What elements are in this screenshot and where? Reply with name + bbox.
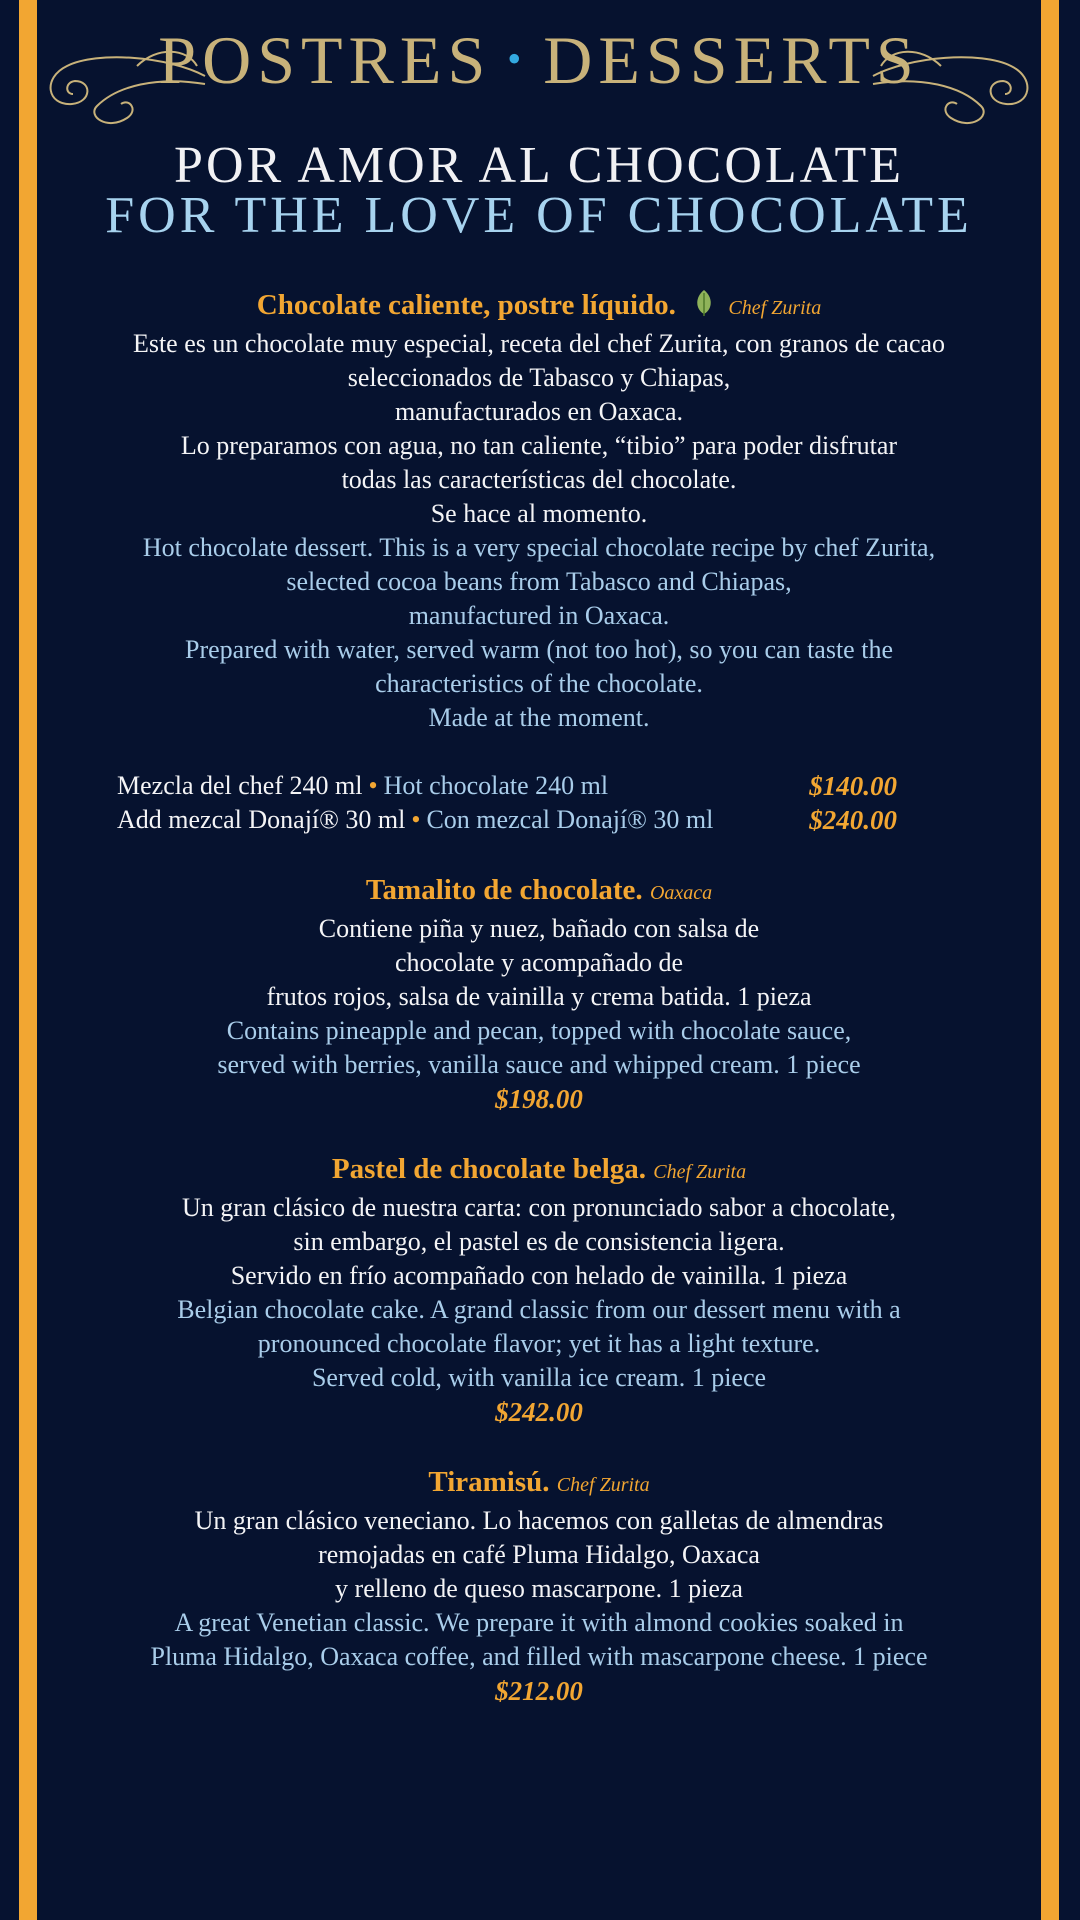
item-origin: Chef Zurita [728, 297, 822, 319]
subtitle-block [37, 137, 1041, 244]
description-english-line: Prepared with water, served warm (not too hot), so you can taste the [185, 635, 893, 664]
item-price: $212.00 [495, 1676, 583, 1706]
description-spanish-line: chocolate y acompañado de [394, 948, 684, 977]
description-english-line: manufactured in Oaxaca. [408, 601, 670, 630]
description-spanish-line: Este es un chocolate muy especial, receta del chef Zurita, con granos de cacao [132, 329, 946, 358]
item-title: Pastel de chocolate belga. [331, 1153, 647, 1185]
price-row-english: Con mezcal Donají® 30 ml [426, 805, 714, 834]
description-spanish-line: sin embargo, el pastel es de consistencia ligera. [293, 1227, 785, 1256]
item-title-row [37, 1150, 1041, 1191]
bullet-separator: • [411, 805, 421, 834]
item-title-row [37, 286, 1041, 327]
description-english-line: Made at the moment. [428, 703, 650, 732]
description-english-line: Served cold, with vanilla ice cream. 1 piece [311, 1363, 767, 1392]
description-english-line: Hot chocolate dessert. This is a very special chocolate recipe by chef Zurita, [142, 533, 936, 562]
description-spanish-line: Un gran clásico de nuestra carta: con pronunciado sabor a chocolate, [182, 1193, 896, 1222]
menu-items [37, 286, 1041, 1708]
description-english-line: served with berries, vanilla sauce and whipped cream. 1 piece [217, 1050, 861, 1079]
item-title: Tiramisú. [428, 1466, 550, 1498]
description-english-line: characteristics of the chocolate. [375, 669, 703, 698]
menu-header [37, 18, 1041, 128]
item-title: Chocolate caliente, postre líquido. [256, 289, 676, 321]
description-english-line: Contains pineapple and pecan, topped with chocolate sauce, [226, 1016, 852, 1045]
menu-item [37, 1463, 1041, 1708]
description-english-line: Belgian chocolate cake. A grand classic from our dessert menu with a [177, 1295, 901, 1324]
price-row [37, 803, 1041, 837]
description-spanish-line: seleccionados de Tabasco y Chiapas, [347, 363, 731, 392]
description-spanish-line: Contiene piña y nuez, bañado con salsa de [318, 914, 760, 943]
item-price: $198.00 [495, 1084, 583, 1114]
description-english-line: selected cocoa beans from Tabasco and Chiapas, [286, 567, 792, 596]
description-english-line: pronounced chocolate flavor; yet it has a light texture. [257, 1329, 821, 1358]
section-title [37, 22, 1041, 98]
item-price: $140.00 [809, 771, 897, 801]
title-spanish: POSTRES [158, 22, 492, 98]
subtitle-spanish: POR AMOR AL CHOCOLATE [174, 137, 904, 194]
price-row-english: Hot chocolate 240 ml [383, 771, 609, 800]
description-english-line: A great Venetian classic. We prepare it with almond cookies soaked in [174, 1608, 904, 1637]
item-origin: Chef Zurita [653, 1161, 747, 1183]
leaf-icon [693, 289, 715, 317]
item-title: Tamalito de chocolate. [365, 874, 643, 906]
description-spanish-line: Servido en frío acompañado con helado de vainilla. 1 pieza [230, 1261, 848, 1290]
item-title-row [37, 871, 1041, 912]
menu-item [37, 1150, 1041, 1429]
description-spanish-line: frutos rojos, salsa de vainilla y crema batida. 1 pieza [266, 982, 812, 1011]
bullet-separator: • [368, 771, 378, 800]
description-spanish-line: todas las características del chocolate. [341, 465, 737, 494]
title-dot: • [507, 36, 528, 82]
description-spanish-line: y relleno de queso mascarpone. 1 pieza [335, 1574, 743, 1603]
description-spanish-line: Lo preparamos con agua, no tan caliente, “tibio” para poder disfrutar [180, 431, 898, 460]
menu-panel [37, 0, 1041, 1920]
title-english: DESSERTS [543, 22, 920, 98]
description-spanish-line: Se hace al momento. [430, 499, 648, 528]
menu-item [37, 871, 1041, 1116]
price-table [37, 769, 1041, 837]
price-row-spanish: Add mezcal Donají® 30 ml [117, 805, 406, 834]
price-row [37, 769, 1041, 803]
right-border-bar [1041, 0, 1059, 1920]
description-english-line: Pluma Hidalgo, Oaxaca coffee, and filled with mascarpone cheese. 1 piece [150, 1642, 928, 1671]
item-title-row [37, 1463, 1041, 1504]
subtitle-english: FOR THE LOVE OF CHOCOLATE [105, 187, 973, 244]
item-price: $240.00 [809, 805, 897, 835]
description-spanish-line: remojadas en café Pluma Hidalgo, Oaxaca [318, 1540, 760, 1569]
left-border-bar [19, 0, 37, 1920]
item-price: $242.00 [495, 1397, 583, 1427]
description-spanish-line: manufacturados en Oaxaca. [394, 397, 684, 426]
description-spanish-line: Un gran clásico veneciano. Lo hacemos con galletas de almendras [194, 1506, 884, 1535]
item-origin: Oaxaca [649, 882, 713, 904]
menu-item [37, 286, 1041, 837]
price-row-spanish: Mezcla del chef 240 ml [117, 771, 363, 800]
item-origin: Chef Zurita [556, 1474, 650, 1496]
